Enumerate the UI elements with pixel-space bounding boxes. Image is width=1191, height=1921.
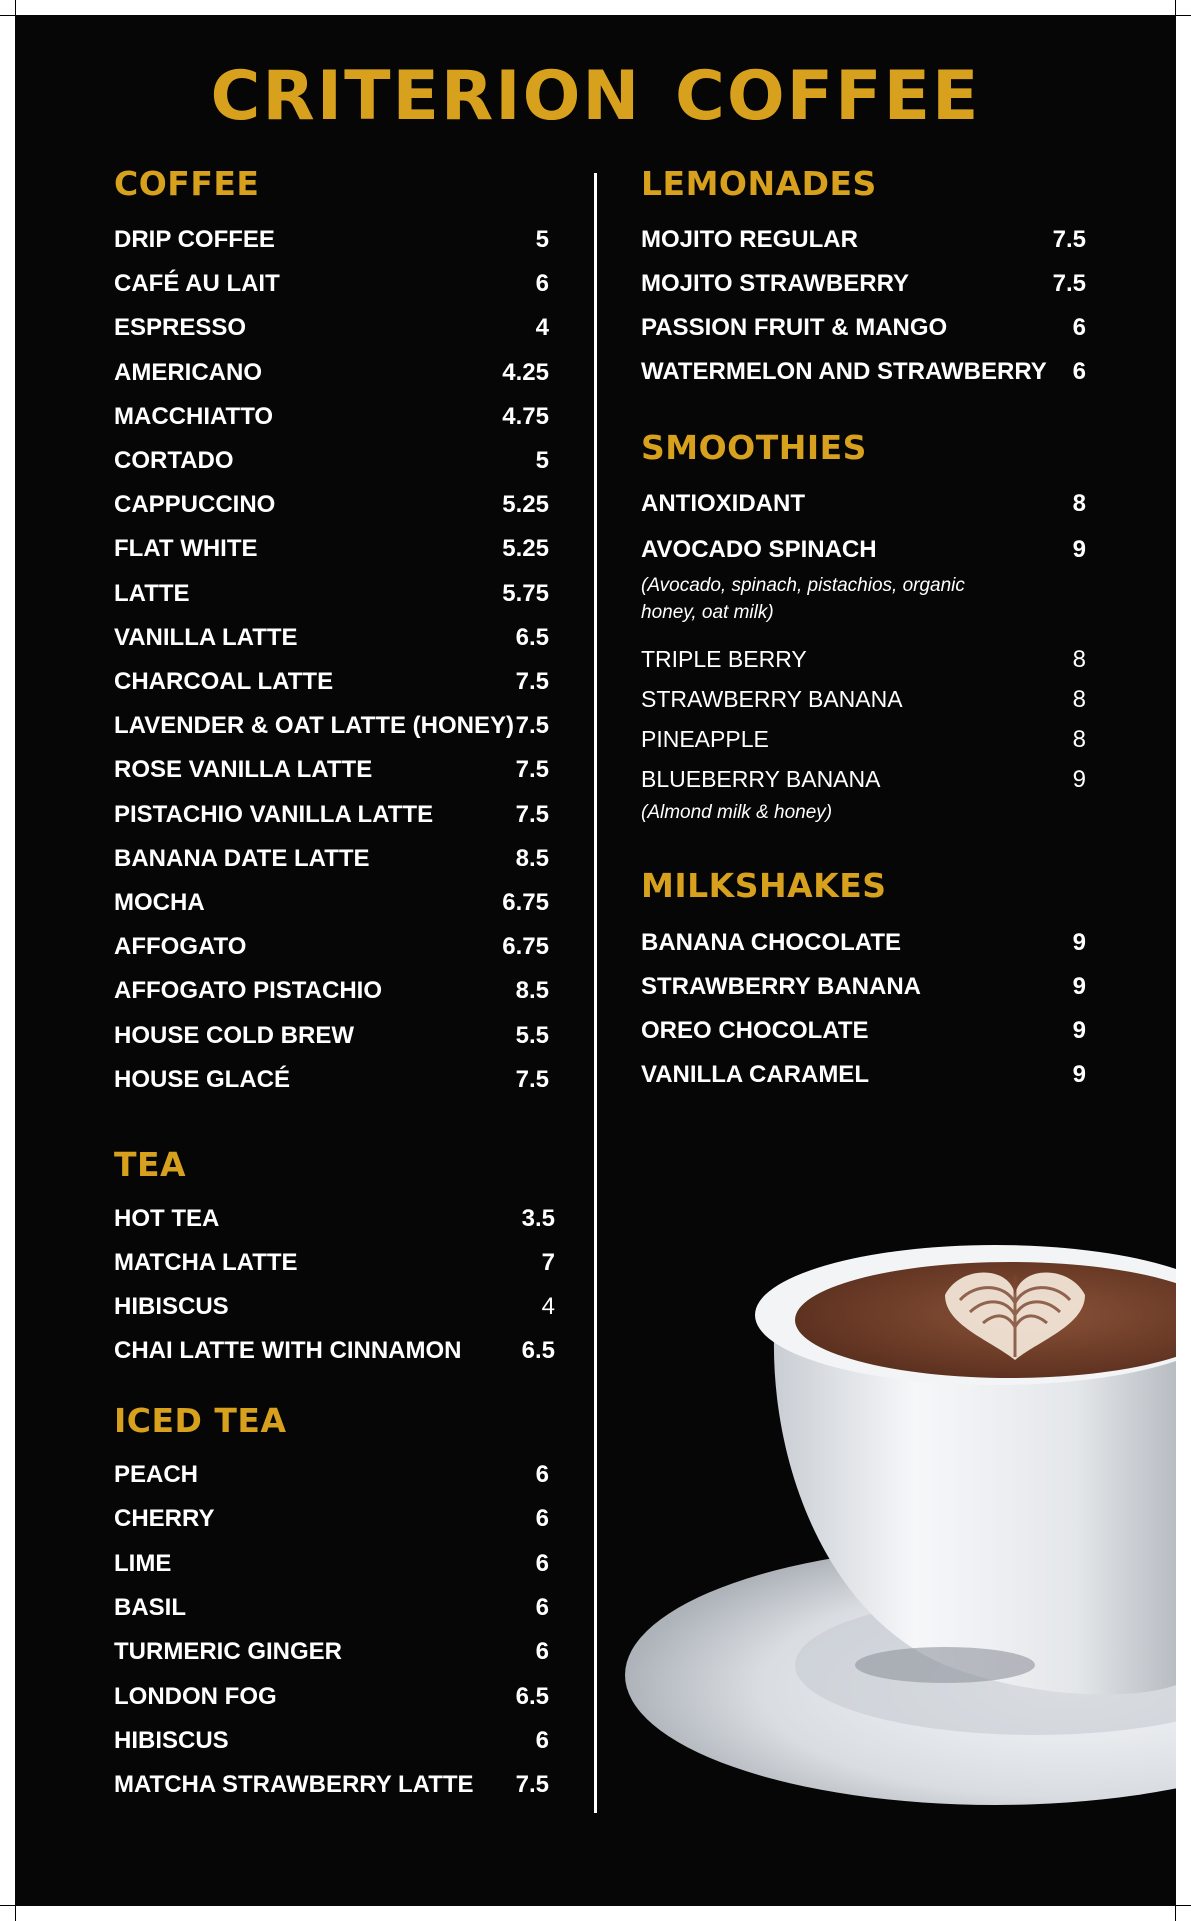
menu-item-name: BASIL (114, 1593, 186, 1621)
menu-item-name: PINEAPPLE (641, 726, 769, 752)
section-heading-iced-tea: ICED TEA (114, 1401, 287, 1440)
column-divider (594, 173, 597, 1813)
section-heading-lemonades: LEMONADES (641, 164, 877, 203)
crop-mark (1176, 15, 1191, 16)
menu-item-name: MATCHA LATTE (114, 1249, 298, 1276)
menu-item-price: 6 (1072, 358, 1086, 385)
menu-item-price: 6.75 (502, 889, 549, 916)
menu-item-name: LAVENDER & OAT LATTE (HONEY) (114, 712, 514, 740)
menu-item-name: LATTE (114, 579, 190, 607)
menu-item-price: 8 (1072, 490, 1086, 517)
menu-item-price: 8.5 (515, 977, 549, 1005)
avocado-spinach-note: (Avocado, spinach, pistachios, organic honey, oat milk) (641, 575, 965, 623)
menu-item-price: 9 (1072, 536, 1086, 563)
crop-mark (1176, 1905, 1191, 1906)
menu-item-name: ROSE VANILLA LATTE (114, 756, 373, 784)
menu-item-price: 8 (1072, 646, 1086, 673)
menu-item-name: AFFOGATO (114, 933, 247, 961)
menu-item-name: CORTADO (114, 447, 234, 474)
menu-item-name: HOUSE GLACÉ (114, 1065, 291, 1093)
menu-item-name: FLAT WHITE (114, 535, 258, 563)
menu-item-price: 6 (535, 1505, 549, 1533)
menu-item-price: 7.5 (515, 1065, 549, 1093)
crop-mark (15, 0, 16, 15)
menu-item-price: 4 (541, 1293, 555, 1320)
menu-item-name: CHAI LATTE WITH CINNAMON (114, 1337, 462, 1364)
menu-item-name: MOCHA (114, 889, 205, 916)
menu-item-price: 3.5 (521, 1205, 555, 1232)
menu-item-name: MACCHIATTO (114, 402, 274, 430)
menu-item-price: 6 (535, 1726, 549, 1754)
section-heading-milkshakes: MILKSHAKES (641, 866, 887, 905)
menu-item-price: 6.75 (502, 933, 549, 961)
menu-item-name: BANANA DATE LATTE (114, 844, 370, 872)
menu-item-price: 7.5 (515, 756, 549, 784)
menu-board (15, 15, 1176, 1906)
crop-mark (0, 15, 15, 16)
menu-item-price: 5.25 (502, 491, 549, 519)
menu-item-price: 6.5 (521, 1337, 555, 1364)
menu-item-price: 9 (1072, 1061, 1086, 1088)
menu-item-price: 6 (1072, 314, 1086, 341)
menu-item-price: 7.5 (515, 800, 549, 828)
menu-item-price: 6 (535, 270, 549, 298)
menu-item-price: 6 (535, 1638, 549, 1666)
menu-item-price: 9 (1072, 766, 1086, 793)
menu-item-name: STRAWBERRY BANANA (641, 686, 903, 712)
menu-item-price: 9 (1072, 973, 1086, 1000)
menu-item-name: CAPPUCCINO (114, 491, 276, 519)
menu-title: CRITERION COFFEE (210, 57, 981, 136)
menu-item-price: 5.75 (502, 579, 549, 607)
menu-item-name: BANANA CHOCOLATE (641, 929, 901, 956)
menu-item-price: 4.25 (502, 358, 549, 386)
menu-item-price: 9 (1072, 1017, 1086, 1044)
section-heading-coffee: COFFEE (114, 164, 260, 203)
menu-item-name: PEACH (114, 1461, 199, 1488)
menu-item-name: TRIPLE BERRY (641, 646, 807, 672)
menu-item-name: HIBISCUS (114, 1726, 229, 1754)
crop-mark (15, 1906, 16, 1921)
menu-item-name: AVOCADO SPINACH (641, 536, 877, 563)
menu-item-price: 7 (541, 1249, 555, 1276)
menu-item-price: 6 (535, 1461, 549, 1488)
menu-item-price: 4.75 (502, 402, 549, 430)
menu-item-name: WATERMELON AND STRAWBERRY (641, 358, 1047, 385)
menu-item-name: LONDON FOG (114, 1682, 277, 1710)
menu-item-name: AMERICANO (114, 358, 262, 386)
menu-item-price: 4 (535, 314, 549, 342)
menu-item-price: 5.5 (515, 1021, 549, 1049)
menu-item-price: 7.5 (1052, 226, 1086, 253)
menu-item-name: MATCHA STRAWBERRY LATTE (114, 1771, 474, 1799)
menu-item-name: ANTIOXIDANT (641, 490, 805, 517)
menu-item-name: PASSION FRUIT & MANGO (641, 314, 948, 341)
menu-item-name: CAFÉ AU LAIT (114, 270, 280, 298)
menu-item-name: HIBISCUS (114, 1293, 229, 1320)
menu-item-name: ESPRESSO (114, 314, 247, 342)
menu-item-name: DRIP COFFEE (114, 226, 275, 253)
menu-item-name: MOJITO REGULAR (641, 226, 858, 253)
latte-art-cup-icon (615, 1195, 1176, 1835)
menu-item-price: 6.5 (515, 1682, 549, 1710)
menu-item-price: 7.5 (515, 1771, 549, 1799)
menu-item-price: 6 (535, 1549, 549, 1577)
menu-item-name: HOUSE COLD BREW (114, 1021, 354, 1049)
menu-item-name: TURMERIC GINGER (114, 1638, 342, 1666)
menu-item-price: 6 (535, 1593, 549, 1621)
blueberry-banana-note: (Almond milk & honey) (641, 802, 833, 823)
menu-item-name: OREO CHOCOLATE (641, 1017, 869, 1044)
menu-item-price: 7.5 (1052, 270, 1086, 297)
menu-item-price: 5.25 (502, 535, 549, 563)
menu-item-name: CHERRY (114, 1505, 215, 1533)
menu-item-price: 8.5 (515, 844, 549, 872)
crop-mark (1175, 0, 1176, 15)
menu-item-price: 5 (535, 447, 549, 474)
menu-item-name: HOT TEA (114, 1205, 220, 1232)
menu-item-name: PISTACHIO VANILLA LATTE (114, 800, 434, 828)
menu-item-name: VANILLA LATTE (114, 623, 298, 651)
section-heading-smoothies: SMOOTHIES (641, 428, 867, 467)
menu-item-price: 5 (535, 226, 549, 253)
menu-item-name: BLUEBERRY BANANA (641, 766, 881, 792)
crop-mark (1175, 1906, 1176, 1921)
menu-item-price: 7.5 (515, 712, 549, 740)
menu-item-name: STRAWBERRY BANANA (641, 973, 922, 1000)
section-heading-tea: TEA (114, 1145, 187, 1184)
menu-item-price: 6.5 (515, 623, 549, 651)
menu-item-name: MOJITO STRAWBERRY (641, 270, 910, 297)
menu-item-price: 8 (1072, 686, 1086, 713)
menu-item-name: CHARCOAL LATTE (114, 668, 334, 695)
crop-mark (0, 1905, 15, 1906)
menu-item-price: 7.5 (515, 668, 549, 695)
menu-item-price: 9 (1072, 929, 1086, 956)
menu-item-name: VANILLA CARAMEL (641, 1061, 869, 1088)
menu-item-name: LIME (114, 1549, 172, 1577)
menu-item-price: 8 (1072, 726, 1086, 753)
menu-item-name: AFFOGATO PISTACHIO (114, 977, 382, 1005)
